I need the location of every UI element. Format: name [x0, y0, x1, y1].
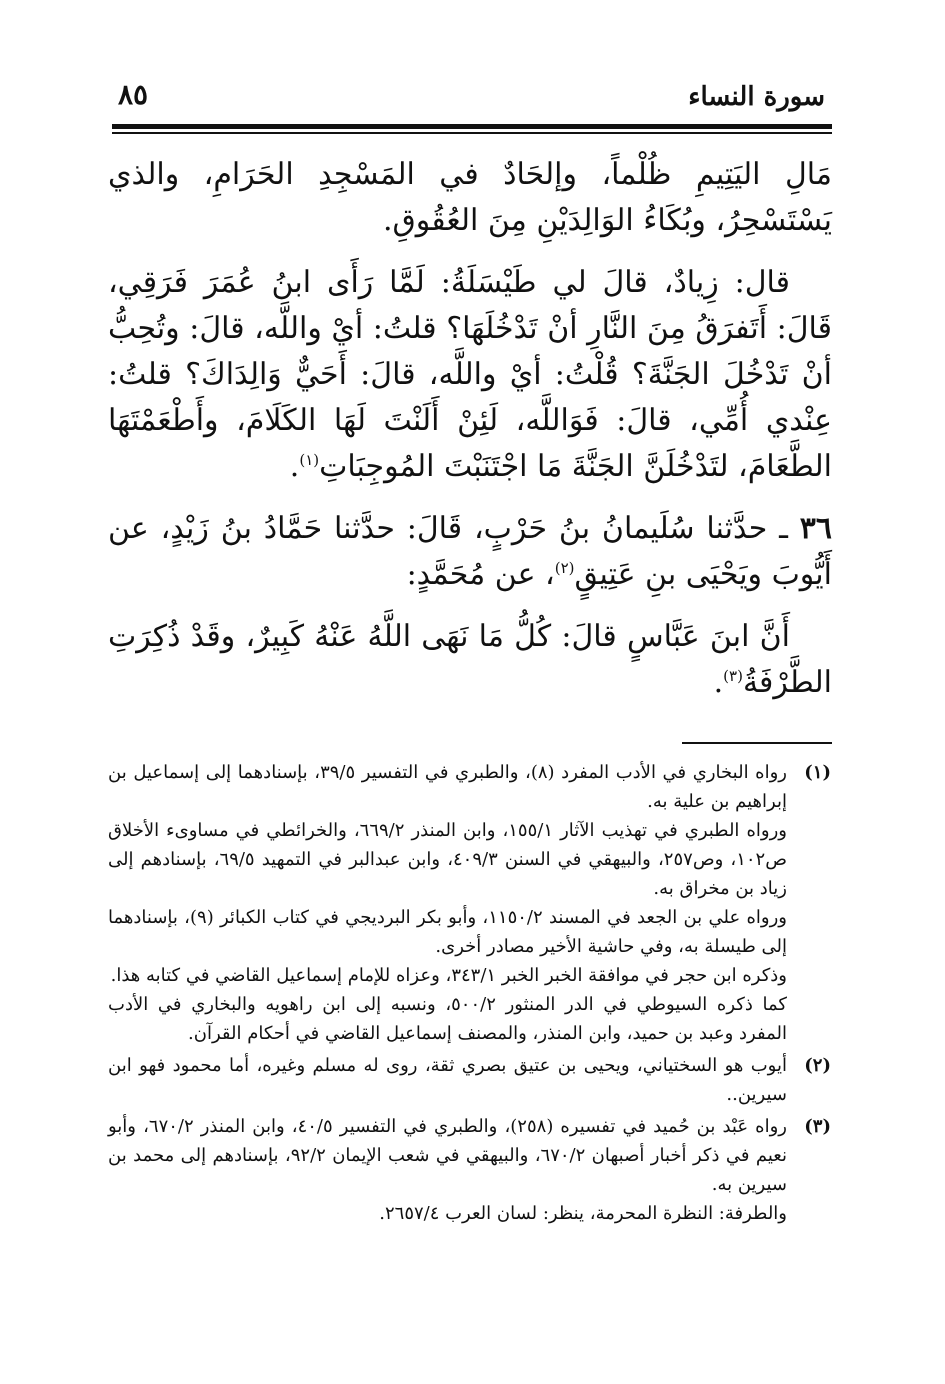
- footnote-ref-3[interactable]: (٣): [723, 667, 743, 685]
- paragraph-3: [108, 506, 832, 598]
- hadith-number: ٣٦: [799, 511, 832, 546]
- header-rule-thick: [112, 124, 832, 129]
- footnote-paragraph: رواه عَبْد بن حُميد في تفسيره (٢٥٨)، والطبري في التفسير ٤٠/٥، وابن المنذر ٦٧٠/٢، وأبو نعيم في ذكر أخبار أصبهان ٦٧٠/٢، والبيهقي في شعب الإيمان ٩٢/٢، بإسنادهم إلى محمد بن سيرين به.: [108, 1116, 787, 1195]
- footnote-paragraph: وذكره ابن حجر في موافقة الخبر الخبر ٣٤٣/١، وعزاه للإمام إسماعيل القاضي في كتابه هذا.: [110, 965, 787, 986]
- footnote-paragraph: ورواه الطبري في تهذيب الآثار ١٥٥/١، وابن المنذر ٦٦٩/٢، والخرائطي في مساوىء الأخلاق ص١٠٢، وص٢٥٧، والبيهقي في السنن ٤٠٩/٣، وابن عبدالبر في التمهيد ٦٩/٥، بإسنادهم إلى زياد بن مخراق به.: [108, 820, 787, 899]
- footnote-paragraph: أيوب هو السختياني، ويحيى بن عتيق بصري ثقة، روى له مسلم وغيره، أما محمود فهو ابن سيرين..: [108, 1055, 787, 1105]
- page-header: [118, 78, 825, 118]
- footnote-3: [108, 1112, 831, 1228]
- footnote-2: [108, 1051, 831, 1109]
- footnote-paragraph: والطرفة: النظرة المحرمة، ينظر: لسان العرب ٢٦٥٧/٤.: [379, 1203, 787, 1224]
- header-rule-thin: [112, 132, 832, 134]
- paragraph-4: [108, 614, 832, 706]
- footnote-separator: [682, 742, 832, 744]
- footnote-paragraph: ورواه علي بن الجعد في المسند ١١٥٠/٢، وأبو بكر البرديجي في كتاب الكبائر (٩)، بإسنادهما إلى طيسلة به، وفي حاشية الأخير مصادر أخرى.: [108, 907, 787, 957]
- page-number: ٨٥: [118, 78, 149, 111]
- paragraph-3-end: ، عن مُحَمَّدٍ:: [406, 557, 555, 592]
- paragraph-4-end: .: [713, 665, 724, 700]
- footnote-paragraph: كما ذكره السيوطي في الدر المنثور ٥٠٠/٢، ونسبه إلى ابن راهويه والبخاري في الأدب المفرد وعبد بن حميد، وابن المنذر، والمصنف إسماعيل القاضي في أحكام القرآن.: [108, 994, 787, 1044]
- footnote-paragraph: رواه البخاري في الأدب المفرد (٨)، والطبري في التفسير ٣٩/٥، بإسنادهما إلى إسماعيل بن إبراهيم بن علية به.: [108, 762, 787, 812]
- footnote-3-number: (٣): [804, 1116, 831, 1137]
- paragraph-2: [108, 260, 832, 490]
- footnote-3-body: [108, 1112, 787, 1228]
- footnote-2-number: (٢): [804, 1055, 831, 1076]
- footnotes: [108, 758, 831, 1231]
- paragraph-1-text: مَالِ اليَتِيمِ ظُلْماً، وإلحَادٌ في المَسْجِدِ الحَرَامِ، والذي يَسْتَسْحِرُ، وبُكَاءُ الوَالِدَيْنِ مِنَ العُقُوقِ.: [108, 157, 832, 238]
- paragraph-3-text: ـ حدَّثنا سُلَيمانُ بنُ حَرْبٍ، قَالَ: حدَّثنا حَمَّادُ بنُ زَيْدٍ، عن أَيُّوبَ ويَحْيَى بنِ عَتِيقٍ: [108, 511, 832, 592]
- main-text: [108, 152, 832, 722]
- surah-title: سورة النساء: [688, 82, 825, 112]
- footnote-ref-1[interactable]: (١): [299, 451, 320, 469]
- footnote-1: [108, 758, 831, 1048]
- paragraph-2-end: .: [289, 449, 300, 484]
- footnote-1-number: (١): [804, 762, 831, 783]
- paragraph-4-text: أَنَّ ابنَ عَبَّاسٍ قالَ: كُلُّ مَا نَهَى اللَّهُ عَنْهُ كَبِيرٌ، وقَدْ ذُكِرَتِ الطَّرْفَةُ: [108, 619, 832, 700]
- footnote-1-body: [108, 758, 787, 1048]
- paragraph-2-text: قال: زِيادٌ، قالَ لي طَيْسَلَةُ: لَمَّا رَأَى ابنُ عُمَرَ فَرَقِي، قَالَ: أَتَفرَقُ مِنَ النَّارِ أنْ تَدْخُلَهَا؟ قلتُ: أيْ واللَّه، قالَ: وتُحِبُّ أنْ تَدْخُلَ الجَنَّةَ؟ قُلْتُ: أيْ واللَّه، قالَ: أَحَيٌّ وَالِدَاكَ؟ قلتُ: عِنْدي أُمِّي، قالَ: فَوَاللَّه، لَئِنْ أَلَنْتَ لَهَا الكَلَامَ، وأَطْعَمْتَهَا الطَّعَامَ، لتَدْخُلَنَّ الجَنَّةَ مَا اجْتَنَبْتَ المُوجِبَاتِ: [108, 265, 832, 484]
- footnote-ref-2[interactable]: (٢): [554, 559, 575, 577]
- footnote-2-body: [108, 1051, 787, 1109]
- paragraph-1: [108, 152, 832, 244]
